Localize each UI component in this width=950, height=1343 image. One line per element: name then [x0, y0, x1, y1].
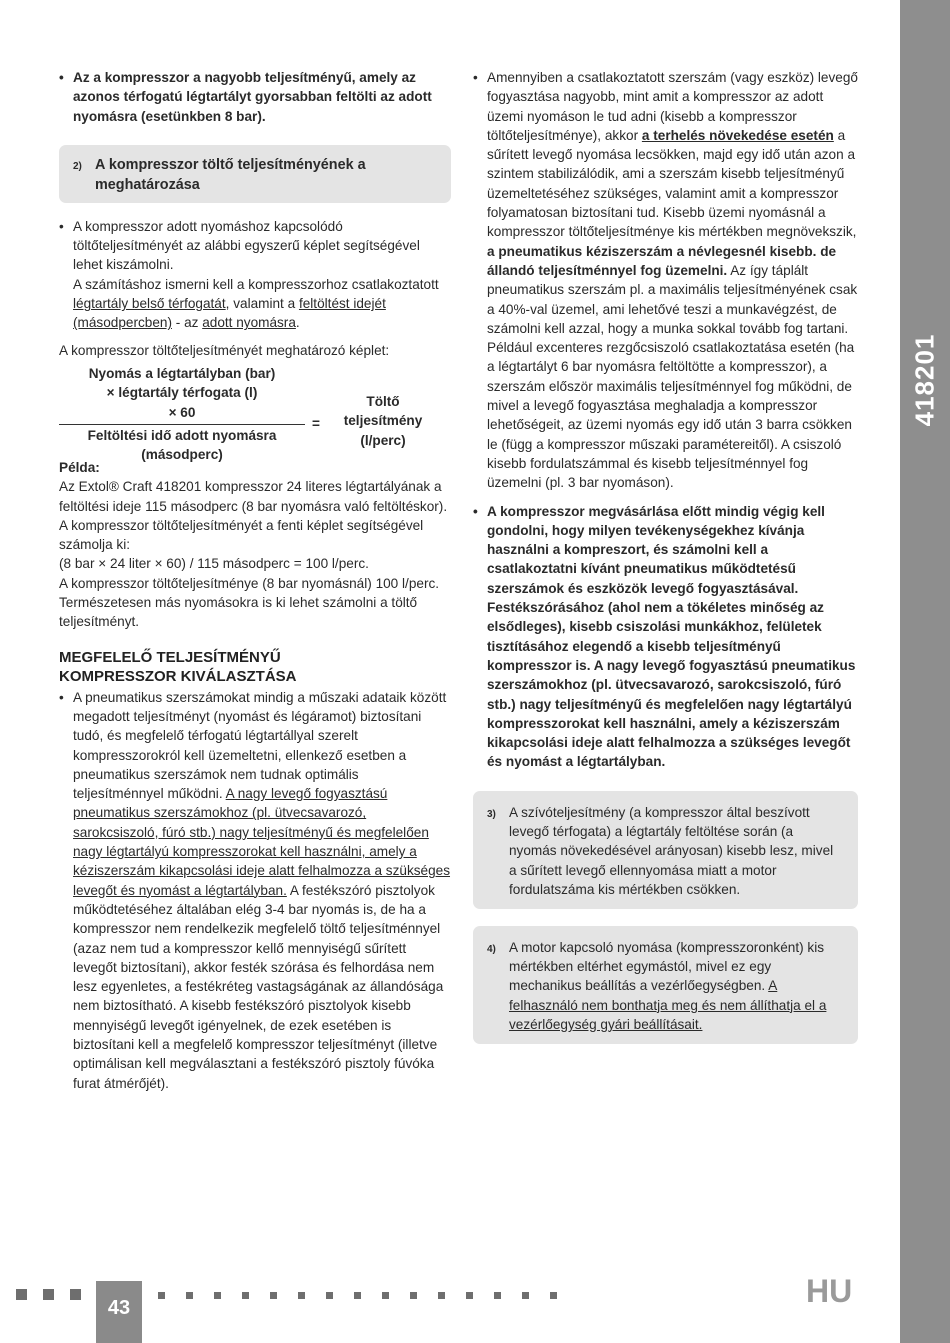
formula-res-line: teljesítmény	[343, 413, 423, 429]
fraction-line	[59, 424, 305, 425]
formula-res-line: Töltő	[366, 393, 400, 409]
select-text-underlined: A nagy levegő fogyasztású pneumatikus szerszámokhoz (pl. ütvecsavarozó, sarokcsiszoló, fúró stb.) nagy teljesítményű és megfelelően nagy légtartályú kompresszorokat kell használni, amely a kéziszerszám kikapcsolási ideje alatt felhalmozza a szükséges levegőt és nyomást a légtartályban.	[73, 786, 451, 898]
note-text-underlined: A felhasználó nem bonthatja meg és nem állíthatja el a vezérlőegység gyári beállításait.	[509, 978, 827, 1032]
footer-dot	[270, 1292, 277, 1299]
bullet-list-select	[59, 688, 451, 1093]
formula-num-line: Nyomás a légtartályban (bar)	[88, 365, 276, 381]
bullet-list-calc	[59, 217, 451, 333]
formula-numerator	[59, 364, 305, 422]
example-label: Példa:	[59, 459, 100, 475]
section-heading	[59, 648, 451, 686]
example-text: A kompresszor töltőteljesítményét a fenti képlet segítségével számolja ki:	[59, 517, 424, 553]
note-text	[509, 938, 829, 1034]
formula-num-line: × légtartály térfogata (l)	[106, 385, 258, 401]
product-code-tab	[902, 333, 948, 427]
right-column	[473, 68, 858, 1044]
footer-dot	[354, 1292, 361, 1299]
bullet-list-top	[59, 68, 451, 126]
footer-dot	[550, 1292, 557, 1299]
footer-dot	[298, 1292, 305, 1299]
formula-num-line: × 60	[168, 404, 196, 420]
page-number-box	[96, 1281, 142, 1343]
footer-square	[16, 1289, 27, 1300]
bullet-calc	[59, 217, 451, 333]
bullet-purchase: • A kompresszor megvásárlása előtt mindig végig kell gondolni, hogy milyen tevékenységekhez kívánja használni a kompreszort, és számolni kell a csatlakoztatni kívánt pneumatikus működtetésű szerszámok és eszközök levegő fogyasztásával. Festékszórásához (ahol nem a tökéletes minőség az elsődleges), kisebb csiszolási munkákhoz, felületek tisztításához elegendő a kisebb teljesítményű kompresszor is. A nagy levegő fogyasztású pneumatikus szerszámokhoz (pl. ütvecsavarozó, sarokcsiszoló, fúró stb.) nagy teljesítményű és megfelelően nagy légtartályú kompresszorokat kell használni, amely a kéziszerszám kikapcsolási ideje alatt felhalmozza a szükséges levegőt és nyomást a légtartályban.	[473, 502, 858, 772]
formula	[59, 364, 451, 463]
calc-text-part: , valamint a	[225, 296, 299, 312]
footer-dot	[466, 1292, 473, 1299]
footer-dot	[382, 1292, 389, 1299]
calc-text-2	[73, 275, 451, 333]
load-text: Az így táplált pneumatikus szerszám pl. a maximális teljesítményének csak a 40%-val üzemel, ami lehetővé teszi a munkavégzést, de számolni kell azzal, hogy a munka sokkal tovább fog tartani. Például excenteres rezgőcsiszoló csatlakoztatása esetén (ha a légtartályt 6 bar nyomásra feltöltötte a kompresszor), a szerszám először maximális teljesítménnyel fog működni, de mivel a levegő fogyasztása meghaladja a kompresszor lehetőségeit, az üzemi nyomás egy idő után 3 barra csökken le (függ a kompresszor műszaki paramétereitől). A csiszoló kisebb fordulatszámmal és kisebb teljesítménnyel fog üzemelni (pl. 3 bar nyomáson).	[487, 262, 858, 491]
page-number: 43	[107, 1297, 131, 1319]
formula-res-line: (l/perc)	[360, 432, 406, 448]
note-box-2	[59, 145, 451, 203]
bullet-select	[59, 688, 451, 1093]
load-text: a sűrített levegő nyomása lecsökken, majd egy idő után azon a szintem stabilizálódik, ami a szerszám kisebb teljesítményű üzemeltetéséhez szükséges, valamint amit a kompresszor folyamatosan biztosítani tud. Kisebb üzemi nyomásnál a kompresszor töltőteljesítménye kis mértékben megnövekszik,	[487, 127, 857, 240]
calc-text-underlined: feltöltést idejét (másodpercben)	[73, 296, 386, 331]
footer-dot	[186, 1292, 193, 1299]
formula-den-line: Feltöltési idő adott nyomásra	[87, 427, 277, 443]
footer-dot	[438, 1292, 445, 1299]
load-text: Amennyiben a csatlakoztatott szerszám (vagy eszköz) levegő fogyasztása nagyobb, mint amit a kompresszor az adott üzemi nyomáson le tud adni (kisebb a kompresszor töltőteljesítménye), akkor	[487, 70, 858, 143]
calc-text-underlined: légtartály belső térfogatát	[73, 296, 226, 312]
language-code: HU	[806, 1273, 853, 1309]
note-title: A kompresszor töltő teljesítményének a meghatározása	[95, 156, 366, 193]
calc-text-underlined: adott nyomásra	[202, 315, 296, 331]
example-text: (8 bar × 24 liter × 60) / 115 másodperc = 100 l/perc.	[59, 556, 369, 572]
note-text: A szívóteljesítmény (a kompresszor által beszívott levegő térfogata) a légtartály feltöltése során (a nyomás növekedésével arányosan) kisebb lesz, mivel a sűrített levegő ellennyomása miatt a motor fordulatszáma kis mértékben csökken.	[509, 804, 834, 897]
product-code: 418201	[909, 333, 940, 427]
footer-square	[70, 1289, 81, 1300]
example-text: Az Extol® Craft 418201 kompresszor 24 literes légtartályának a feltöltési ideje 115 másodperc (8 bar nyomásra való feltöltéskor).	[59, 479, 448, 514]
note-text-part: A motor kapcsoló nyomása (kompresszoronként) kis mértékben eltérhet egymástól, mivel ez egy mechanikus beállítás a vezérlőegységben.	[509, 939, 825, 994]
note-number: 3)	[487, 808, 496, 820]
side-tab	[900, 0, 950, 1343]
footer-dot	[326, 1292, 333, 1299]
note-number: 2)	[73, 160, 82, 172]
heading-line: KOMPRESSZOR KIVÁLASZTÁSA	[59, 667, 297, 685]
footer-dot	[242, 1292, 249, 1299]
footer-square	[43, 1289, 54, 1300]
note-box-3	[473, 791, 858, 909]
formula-result	[333, 392, 433, 450]
footer-dot	[158, 1292, 165, 1299]
select-text: A festékszóró pisztolyok működtetéséhez általában elég 3-4 bar nyomás is, de ha a kompresszor nem rendelkezik megfelelő töltő teljesítménnyel (azaz nem tud a kompresszor kellő mennyiségű sűrített levegőt biztosítani), akkor festék szórása és felhordása nem lesz egyenletes, a festékréteg vastagságának az állandósága nem biztosítható. A kisebb festékszóró pisztolyok kisebb mennyiségű levegőt igényelnek, de ezek esetében is biztosítani kell a megfelelő kompresszor teljesítményt (illetve optimálisan kell megválasztani a festékszóró pisztoly fúvóka furat átmérőjét).	[73, 882, 444, 1091]
formula-intro: A kompresszor töltőteljesítményét meghatározó képlet:	[59, 342, 390, 358]
bullet-list-right	[473, 68, 858, 772]
footer-dot	[522, 1292, 529, 1299]
note-box-4	[473, 926, 858, 1044]
formula-denominator	[59, 426, 305, 465]
formula-den-line: (másodperc)	[141, 447, 223, 463]
equals-sign: =	[312, 415, 320, 431]
load-text-emph: a terhelés növekedése esetén	[641, 127, 834, 143]
example-text: A kompresszor töltőteljesítménye (8 bar nyomásnál) 100 l/perc. Természetesen más nyomásokra is ki lehet számolni a töltő teljesítményt.	[59, 575, 440, 630]
footer-dot	[214, 1292, 221, 1299]
calc-text: • A kompresszor adott nyomáshoz kapcsolódó töltőteljesítményét az alábbi egyszerű képlet segítségével lehet kiszámolni.	[73, 218, 420, 273]
load-text-bold: a pneumatikus kéziszerszám a névlegesnél kisebb. de állandó teljesítménnyel fog üzemelni.	[487, 243, 837, 278]
bullet-load	[473, 68, 858, 493]
calc-text-part: A számításhoz ismerni kell a kompresszorhoz csatlakoztatott	[73, 276, 439, 292]
footer-dot	[410, 1292, 417, 1299]
footer-dot	[494, 1292, 501, 1299]
calc-text-part: - az	[171, 315, 203, 331]
calc-text-part: .	[295, 315, 300, 331]
note-number: 4)	[487, 943, 496, 955]
heading-line: MEGFELELŐ TELJESÍTMÉNYŰ	[59, 648, 281, 666]
left-column	[59, 68, 451, 1093]
select-text: A pneumatikus szerszámokat mindig a műszaki adataik között megadott teljesítményt (nyomást és légáramot) biztosítani tudó, és megfelelő térfogatú légtartállyal szerelt kompresszorokról kell üzemeltetni, ellenkező esetben a pneumatikus szerszámok nem tudnak optimális teljesítménnyel működni.	[73, 689, 447, 802]
bullet-performance: • Az a kompresszor a nagyobb teljesítményű, amely az azonos térfogatú légtartályt gyorsabban feltölti az adott nyomásra (esetünkben 8 bar).	[59, 68, 451, 126]
